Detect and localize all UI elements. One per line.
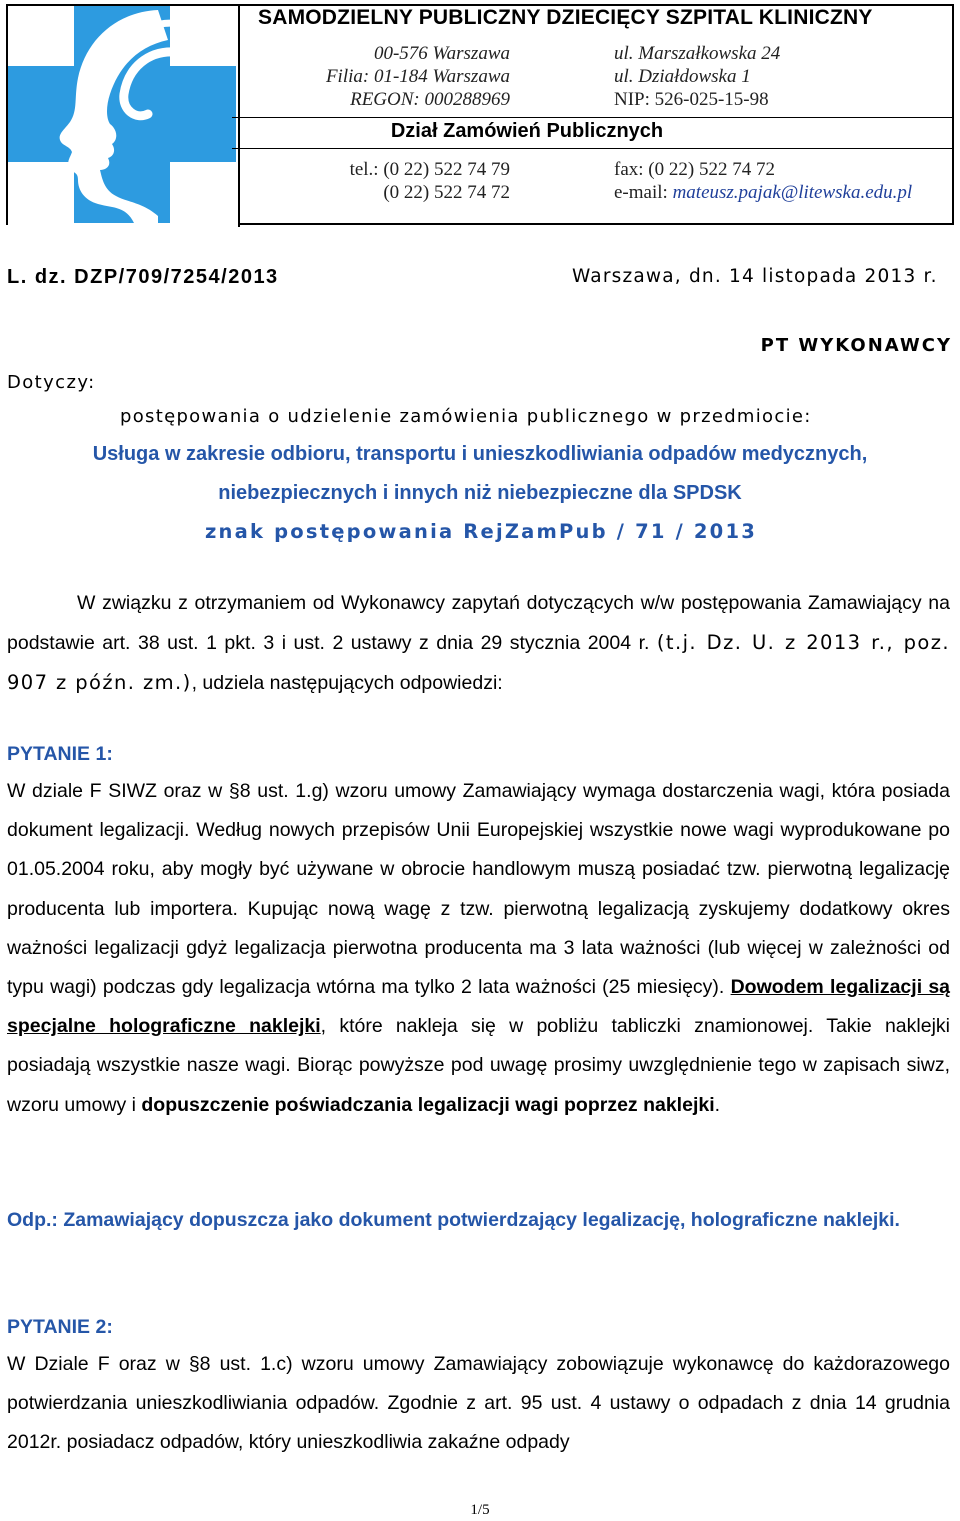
hospital-logo <box>8 6 240 227</box>
question-2-label: PYTANIE 2: <box>7 1316 113 1338</box>
address-left-line-2: Filia: 01-184 Warszawa <box>325 66 510 87</box>
email-link[interactable]: mateusz.pajak@litewska.edu.pl <box>672 182 913 203</box>
telephone-line-2: (0 22) 522 74 72 <box>383 182 510 203</box>
subject-label: Dotyczy: <box>7 372 96 393</box>
subject-title-line-1: Usługa w zakresie odbioru, transportu i unieszkodliwiania odpadów medycznych, <box>92 443 868 465</box>
address-left-line-1: 00-576 Warszawa <box>373 43 510 64</box>
regon-number: REGON: 000288969 <box>350 89 510 110</box>
question-1-emphasis-request: dopuszczenie poświadczania legalizacji wagi poprzez naklejki <box>141 1093 715 1116</box>
question-1-text: W dziale F SIWZ oraz w §8 ust. 1.g) wzoru umowy Zamawiający wymaga dostarczenia wagi, która posiada dokument legalizacji. Według nowych przepisów Unii Europejskiej wszystkie nowe wagi wyprodukowane po 01.05.2004 roku, aby mogły być używane w obrocie handlowym muszą posiadać tzw. pierwotną legalizację producenta lub importera. Kupując nową wagę z tzw. pierwotną legalizacją zyskujemy dodatkowy okres ważności legalizacji gdyż legalizacja pierwotna producenta ma 3 lata ważności (lub więcej w zależności od typu wagi) podczas gdy legalizacja wtórna ma tylko 2 lata ważności (25 miesięcy). Dowodem legalizacji są specjalne holograficzne naklejki, które nakleja się w pobliżu tabliczki znamionowej. Takie naklejki posiadają wszystkie nasze wagi. Biorąc powyższe pod uwagę prosimy uwzględnienie tego w zapisach siwz, wzoru umowy i dopuszczenie poświadczania legalizacji wagi poprzez naklejki. <box>7 780 951 1116</box>
header-divider-top <box>232 117 954 118</box>
email-line: e-mail: mateusz.pajak@litewska.edu.pl <box>614 182 913 203</box>
answer-label: Odp.: <box>7 1209 58 1231</box>
page-number: 1/5 <box>470 1502 490 1518</box>
address-right-line-2: ul. Działdowska 1 <box>614 66 751 87</box>
header-divider-bottom <box>232 148 954 149</box>
institution-name: SAMODZIELNY PUBLICZNY DZIECIĘCY SZPITAL KLINICZNY <box>258 6 873 29</box>
subject-title-line-2: niebezpiecznych i innych niż niebezpieczne dla SPDSK <box>218 482 742 504</box>
case-sign: znak postępowania RejZamPub / 71 / 2013 <box>205 520 757 543</box>
question-2-text: W Dziale F oraz w §8 ust. 1.c) wzoru umowy Zamawiający zobowiązuje wykonawcę do każdorazowego potwierdzania unieszkodliwiania odpadów. Zgodnie z art. 95 ust. 4 ustawy o odpadach z dnia 14 grudnia 2012r. posiadacz odpadów, który unieszkodliwia zakaźne odpady <box>7 1353 950 1454</box>
answer-1: Odp.: Zamawiający dopuszcza jako dokument potwierdzający legalizację, holograficzne naklejki. <box>7 1209 900 1231</box>
reference-number: L. dz. DZP/709/7254/2013 <box>7 266 279 288</box>
fax-number: fax: (0 22) 522 74 72 <box>614 159 775 180</box>
telephone-line-1: tel.: (0 22) 522 74 79 <box>349 159 510 180</box>
intro-paragraph: W związku z otrzymaniem od Wykonawcy zapytań dotyczących w/w postępowania Zamawiający na podstawie art. 38 ust. 1 pkt. 3 i ust. 2 ustawy z dnia 29 stycznia 2004 r. (t.j. Dz. U. z 2013 r., poz. 907 z późn. zm.), udziela następujących odpowiedzi: <box>7 592 950 695</box>
hospital-cross-child-profile-icon <box>8 6 236 223</box>
question-1-label: PYTANIE 1: <box>7 743 113 765</box>
addressee: PT WYKONAWCY <box>760 335 952 356</box>
place-and-date: Warszawa, dn. 14 listopada 2013 r. <box>572 266 938 287</box>
nip-number: NIP: 526-025-15-98 <box>614 89 769 110</box>
subject-intro: postępowania o udzielenie zamówienia publicznego w przedmiocie: <box>120 406 812 427</box>
department-name: Dział Zamówień Publicznych <box>390 120 664 142</box>
question-1-emphasis-holographic: Dowodem legalizacji są specjalne holograficzne naklejki <box>7 976 951 1038</box>
address-right-line-1: ul. Marszałkowska 24 <box>614 43 781 64</box>
